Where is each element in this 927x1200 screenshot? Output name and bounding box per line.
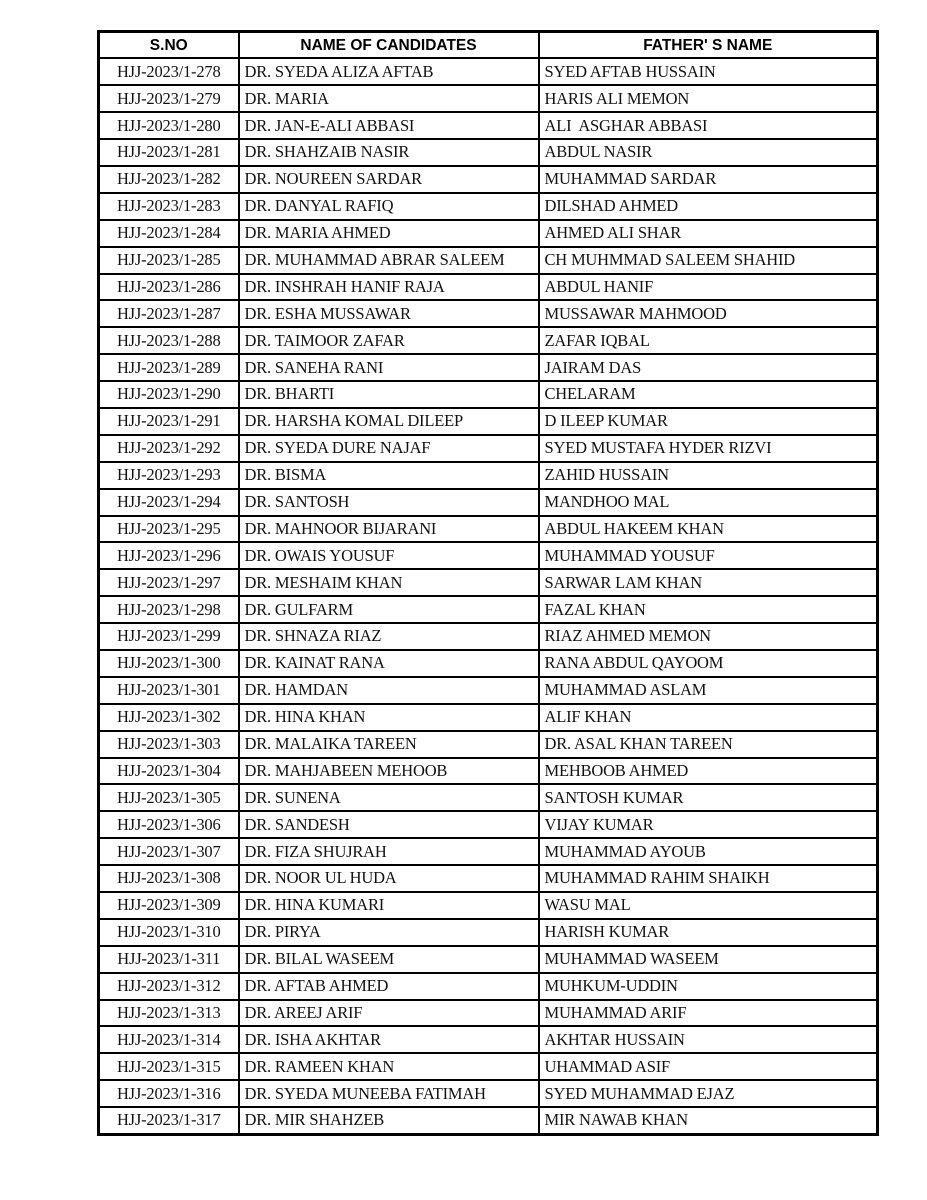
father-name-cell: HARISH KUMAR: [539, 919, 878, 946]
table-row: [99, 58, 878, 85]
sno-cell: HJJ-2023/1-317: [99, 1107, 239, 1134]
father-name-cell: DILSHAD AHMED: [539, 193, 878, 220]
header-candidate-name: NAME OF CANDIDATES: [239, 32, 539, 59]
table-row: [99, 758, 878, 785]
table-row: [99, 650, 878, 677]
father-name-cell: MUHAMMAD WASEEM: [539, 946, 878, 973]
candidate-name-cell: DR. MAHJABEEN MEHOOB: [239, 758, 539, 785]
table-row: [99, 811, 878, 838]
candidate-name-cell: DR. MUHAMMAD ABRAR SALEEM: [239, 247, 539, 274]
table-row: [99, 838, 878, 865]
candidate-name-cell: DR. SYEDA ALIZA AFTAB: [239, 58, 539, 85]
father-name-cell: WASU MAL: [539, 892, 878, 919]
header-sno: S.NO: [99, 32, 239, 59]
father-name-cell: SANTOSH KUMAR: [539, 784, 878, 811]
table-row: [99, 1107, 878, 1134]
candidate-name-cell: DR. DANYAL RAFIQ: [239, 193, 539, 220]
sno-cell: HJJ-2023/1-300: [99, 650, 239, 677]
sno-cell: HJJ-2023/1-302: [99, 704, 239, 731]
sno-cell: HJJ-2023/1-313: [99, 1000, 239, 1027]
father-name-cell: AHMED ALI SHAR: [539, 220, 878, 247]
father-name-cell: AKHTAR HUSSAIN: [539, 1026, 878, 1053]
father-name-cell: RIAZ AHMED MEMON: [539, 623, 878, 650]
father-name-cell: MUHKUM-UDDIN: [539, 973, 878, 1000]
father-name-cell: SYED MUSTAFA HYDER RIZVI: [539, 435, 878, 462]
table-row: [99, 892, 878, 919]
candidate-name-cell: DR. NOOR UL HUDA: [239, 865, 539, 892]
father-name-cell: MUSSAWAR MAHMOOD: [539, 300, 878, 327]
table-row: [99, 542, 878, 569]
sno-cell: HJJ-2023/1-295: [99, 516, 239, 543]
table-row: [99, 865, 878, 892]
sno-cell: HJJ-2023/1-314: [99, 1026, 239, 1053]
father-name-cell: HARIS ALI MEMON: [539, 85, 878, 112]
father-name-cell: MUHAMMAD RAHIM SHAIKH: [539, 865, 878, 892]
father-name-cell: D ILEEP KUMAR: [539, 408, 878, 435]
sno-cell: HJJ-2023/1-280: [99, 112, 239, 139]
father-name-cell: RANA ABDUL QAYOOM: [539, 650, 878, 677]
sno-cell: HJJ-2023/1-297: [99, 569, 239, 596]
candidate-name-cell: DR. OWAIS YOUSUF: [239, 542, 539, 569]
candidate-name-cell: DR. SYEDA DURE NAJAF: [239, 435, 539, 462]
candidate-name-cell: DR. KAINAT RANA: [239, 650, 539, 677]
candidate-name-cell: DR. INSHRAH HANIF RAJA: [239, 274, 539, 301]
sno-cell: HJJ-2023/1-307: [99, 838, 239, 865]
sno-cell: HJJ-2023/1-278: [99, 58, 239, 85]
table-row: [99, 220, 878, 247]
father-name-cell: SYED MUHAMMAD EJAZ: [539, 1080, 878, 1107]
father-name-cell: CHELARAM: [539, 381, 878, 408]
sno-cell: HJJ-2023/1-282: [99, 166, 239, 193]
candidates-table: [97, 30, 879, 1136]
candidate-name-cell: DR. HAMDAN: [239, 677, 539, 704]
father-name-cell: ALI ASGHAR ABBASI: [539, 112, 878, 139]
candidate-name-cell: DR. HARSHA KOMAL DILEEP: [239, 408, 539, 435]
table-row: [99, 247, 878, 274]
candidate-name-cell: DR. BISMA: [239, 462, 539, 489]
table-row: [99, 489, 878, 516]
sno-cell: HJJ-2023/1-312: [99, 973, 239, 1000]
candidate-name-cell: DR. RAMEEN KHAN: [239, 1053, 539, 1080]
table-row: [99, 784, 878, 811]
sno-cell: HJJ-2023/1-296: [99, 542, 239, 569]
candidate-name-cell: DR. MALAIKA TAREEN: [239, 731, 539, 758]
table-row: [99, 1053, 878, 1080]
candidate-name-cell: DR. FIZA SHUJRAH: [239, 838, 539, 865]
father-name-cell: ABDUL HANIF: [539, 274, 878, 301]
candidate-name-cell: DR. MIR SHAHZEB: [239, 1107, 539, 1134]
table-row: [99, 569, 878, 596]
table-row: [99, 462, 878, 489]
candidate-name-cell: DR. SHAHZAIB NASIR: [239, 139, 539, 166]
candidate-name-cell: DR. MESHAIM KHAN: [239, 569, 539, 596]
father-name-cell: MEHBOOB AHMED: [539, 758, 878, 785]
sno-cell: HJJ-2023/1-311: [99, 946, 239, 973]
father-name-cell: CH MUHMMAD SALEEM SHAHID: [539, 247, 878, 274]
sno-cell: HJJ-2023/1-285: [99, 247, 239, 274]
sno-cell: HJJ-2023/1-279: [99, 85, 239, 112]
father-name-cell: ABDUL HAKEEM KHAN: [539, 516, 878, 543]
table-row: [99, 381, 878, 408]
sno-cell: HJJ-2023/1-291: [99, 408, 239, 435]
father-name-cell: SYED AFTAB HUSSAIN: [539, 58, 878, 85]
table-row: [99, 623, 878, 650]
sno-cell: HJJ-2023/1-292: [99, 435, 239, 462]
candidate-name-cell: DR. ESHA MUSSAWAR: [239, 300, 539, 327]
table-row: [99, 516, 878, 543]
sno-cell: HJJ-2023/1-308: [99, 865, 239, 892]
candidate-name-cell: DR. PIRYA: [239, 919, 539, 946]
candidate-name-cell: DR. AREEJ ARIF: [239, 1000, 539, 1027]
candidate-name-cell: DR. GULFARM: [239, 596, 539, 623]
father-name-cell: MUHAMMAD AYOUB: [539, 838, 878, 865]
table-row: [99, 166, 878, 193]
sno-cell: HJJ-2023/1-294: [99, 489, 239, 516]
table-row: [99, 408, 878, 435]
table-row: [99, 731, 878, 758]
father-name-cell: SARWAR LAM KHAN: [539, 569, 878, 596]
candidate-name-cell: DR. SANDESH: [239, 811, 539, 838]
header-row: [99, 32, 878, 59]
candidate-name-cell: DR. SYEDA MUNEEBA FATIMAH: [239, 1080, 539, 1107]
table-row: [99, 677, 878, 704]
table-row: [99, 704, 878, 731]
candidate-name-cell: DR. NOUREEN SARDAR: [239, 166, 539, 193]
father-name-cell: ZAHID HUSSAIN: [539, 462, 878, 489]
sno-cell: HJJ-2023/1-283: [99, 193, 239, 220]
sno-cell: HJJ-2023/1-290: [99, 381, 239, 408]
table-row: [99, 1000, 878, 1027]
candidate-name-cell: DR. MAHNOOR BIJARANI: [239, 516, 539, 543]
table-row: [99, 300, 878, 327]
sno-cell: HJJ-2023/1-304: [99, 758, 239, 785]
candidate-name-cell: DR. SANEHA RANI: [239, 354, 539, 381]
sno-cell: HJJ-2023/1-301: [99, 677, 239, 704]
sno-cell: HJJ-2023/1-286: [99, 274, 239, 301]
sno-cell: HJJ-2023/1-309: [99, 892, 239, 919]
father-name-cell: MANDHOO MAL: [539, 489, 878, 516]
table-row: [99, 1026, 878, 1053]
candidate-name-cell: DR. AFTAB AHMED: [239, 973, 539, 1000]
father-name-cell: MIR NAWAB KHAN: [539, 1107, 878, 1134]
sno-cell: HJJ-2023/1-315: [99, 1053, 239, 1080]
father-name-cell: DR. ASAL KHAN TAREEN: [539, 731, 878, 758]
sno-cell: HJJ-2023/1-293: [99, 462, 239, 489]
sno-cell: HJJ-2023/1-305: [99, 784, 239, 811]
candidate-name-cell: DR. MARIA AHMED: [239, 220, 539, 247]
header-father-name: FATHER' S NAME: [539, 32, 878, 59]
father-name-cell: UHAMMAD ASIF: [539, 1053, 878, 1080]
candidate-name-cell: DR. BILAL WASEEM: [239, 946, 539, 973]
table-row: [99, 1080, 878, 1107]
sno-cell: HJJ-2023/1-284: [99, 220, 239, 247]
candidate-name-cell: DR. SANTOSH: [239, 489, 539, 516]
father-name-cell: ZAFAR IQBAL: [539, 327, 878, 354]
sno-cell: HJJ-2023/1-289: [99, 354, 239, 381]
sno-cell: HJJ-2023/1-288: [99, 327, 239, 354]
father-name-cell: MUHAMMAD ASLAM: [539, 677, 878, 704]
father-name-cell: MUHAMMAD ARIF: [539, 1000, 878, 1027]
father-name-cell: VIJAY KUMAR: [539, 811, 878, 838]
table-header: [99, 32, 878, 59]
father-name-cell: JAIRAM DAS: [539, 354, 878, 381]
table-row: [99, 85, 878, 112]
table-body: [99, 58, 878, 1134]
candidate-name-cell: DR. ISHA AKHTAR: [239, 1026, 539, 1053]
table-row: [99, 919, 878, 946]
sno-cell: HJJ-2023/1-299: [99, 623, 239, 650]
table-row: [99, 112, 878, 139]
father-name-cell: MUHAMMAD SARDAR: [539, 166, 878, 193]
sno-cell: HJJ-2023/1-298: [99, 596, 239, 623]
table-row: [99, 354, 878, 381]
table-row: [99, 193, 878, 220]
father-name-cell: MUHAMMAD YOUSUF: [539, 542, 878, 569]
candidate-name-cell: DR. TAIMOOR ZAFAR: [239, 327, 539, 354]
candidate-name-cell: DR. JAN-E-ALI ABBASI: [239, 112, 539, 139]
table-row: [99, 596, 878, 623]
father-name-cell: FAZAL KHAN: [539, 596, 878, 623]
table-row: [99, 973, 878, 1000]
candidate-name-cell: DR. HINA KUMARI: [239, 892, 539, 919]
father-name-cell: ABDUL NASIR: [539, 139, 878, 166]
sno-cell: HJJ-2023/1-281: [99, 139, 239, 166]
sno-cell: HJJ-2023/1-316: [99, 1080, 239, 1107]
candidate-name-cell: DR. SUNENA: [239, 784, 539, 811]
candidate-name-cell: DR. BHARTI: [239, 381, 539, 408]
sno-cell: HJJ-2023/1-287: [99, 300, 239, 327]
candidate-name-cell: DR. HINA KHAN: [239, 704, 539, 731]
table-row: [99, 139, 878, 166]
table-row: [99, 327, 878, 354]
table-row: [99, 435, 878, 462]
table-row: [99, 274, 878, 301]
candidate-name-cell: DR. MARIA: [239, 85, 539, 112]
sno-cell: HJJ-2023/1-310: [99, 919, 239, 946]
table-row: [99, 946, 878, 973]
sno-cell: HJJ-2023/1-303: [99, 731, 239, 758]
sno-cell: HJJ-2023/1-306: [99, 811, 239, 838]
father-name-cell: ALIF KHAN: [539, 704, 878, 731]
candidate-name-cell: DR. SHNAZA RIAZ: [239, 623, 539, 650]
